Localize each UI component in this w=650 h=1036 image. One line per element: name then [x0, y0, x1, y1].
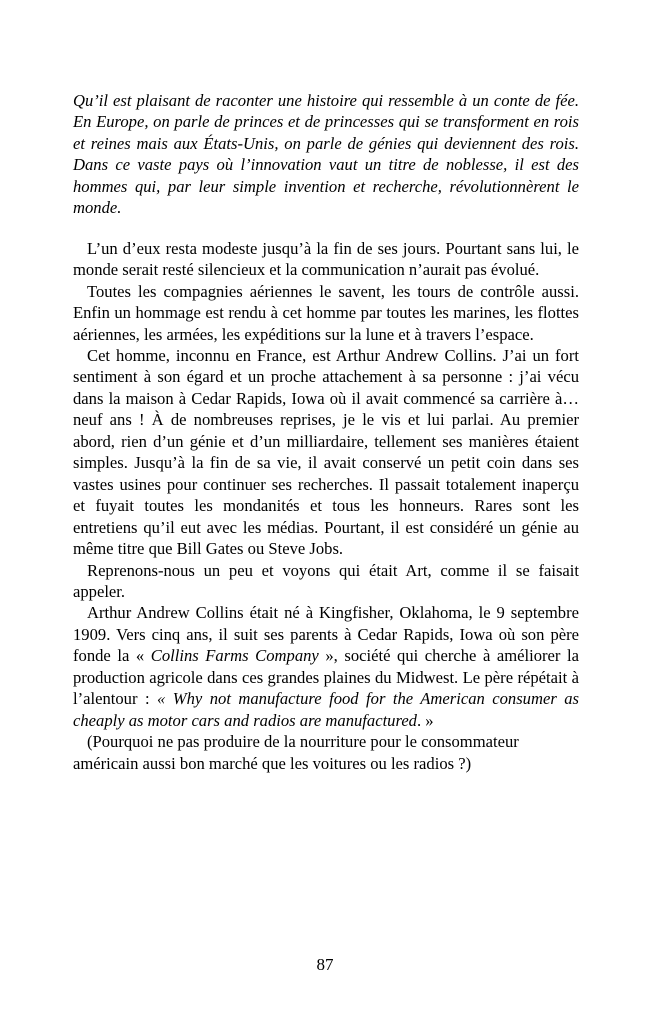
paragraph-1: L’un d’eux resta modeste jusqu’à la fin de ses jours. Pourtant sans lui, le monde serait resté silencieux et la communication n’aurait pas évolué.: [73, 238, 579, 280]
paragraph-4: Reprenons-nous un peu et voyons qui était Art, comme il se faisait appeler.: [73, 560, 579, 601]
english-quote: « Why not manufacture food for the American consumer as cheaply as motor cars and radios are manufactured: [73, 689, 579, 730]
paragraph-3: Cet homme, inconnu en France, est Arthur Andrew Collins. J’ai un fort sentiment à son égard et un proche attachement à sa personne : j’ai vécu dans la maison à Cedar Rapids, Iowa où il avait commencé sa carrière à… neuf ans ! À de nombreuses reprises, je le vis et lui parlai. Au premier abord, rien d’un génie et d’un milliardaire, tellement ses manières étaient simples. Jusqu’à la fin de sa vie, il avait conservé un petit coin dans ses vastes usines pour continuer ses recherches. Il passait totalement inaperçu et fuyait toutes les mondanités et tous les honneurs. Rares sont les entretiens qu’il eut avec les médias. Pourtant, il est considéré un génie au même titre que Bill Gates ou Steve Jobs.: [73, 345, 579, 559]
paragraph-5-part3: . »: [416, 710, 434, 730]
paragraph-5: [73, 602, 579, 731]
page-content: [73, 90, 579, 774]
paragraph-2: Toutes les compagnies aériennes le savent, les tours de contrôle aussi. Enfin un hommage est rendu à cet homme par toutes les marines, les flottes aériennes, les armées, les expéditions sur la lune et à travers l’espace.: [73, 281, 579, 344]
company-name: Collins Farms Company: [150, 646, 319, 666]
translation-paragraph: (Pourquoi ne pas produire de la nourriture pour le consommateur américain aussi bon marché que les voitures ou les radios ?): [73, 732, 519, 773]
page-number: 87: [316, 955, 334, 974]
paragraph-5-part2: », société qui cherche à améliorer la production agricole dans ces grandes plaines du Midwest. Le père répétait à l’alentour :: [73, 646, 579, 709]
intro-paragraph: Qu’il est plaisant de raconter une histoire qui ressemble à un conte de fée. En Europe, on parle de princes et de princesses qui se transforment en rois et reines mais aux États-Unis, on parle de génies qui deviennent des rois. Dans ce vaste pays où l’innovation vaut un titre de noblesse, il est des hommes qui, par leur simple invention et recherche, révolutionnèrent le monde.: [73, 91, 579, 218]
paragraph-5-part1: Arthur Andrew Collins était né à Kingfisher, Oklahoma, le 9 septembre 1909. Vers cinq ans, il suit ses parents à Cedar Rapids, Iowa où son père fonde la «: [73, 603, 579, 666]
